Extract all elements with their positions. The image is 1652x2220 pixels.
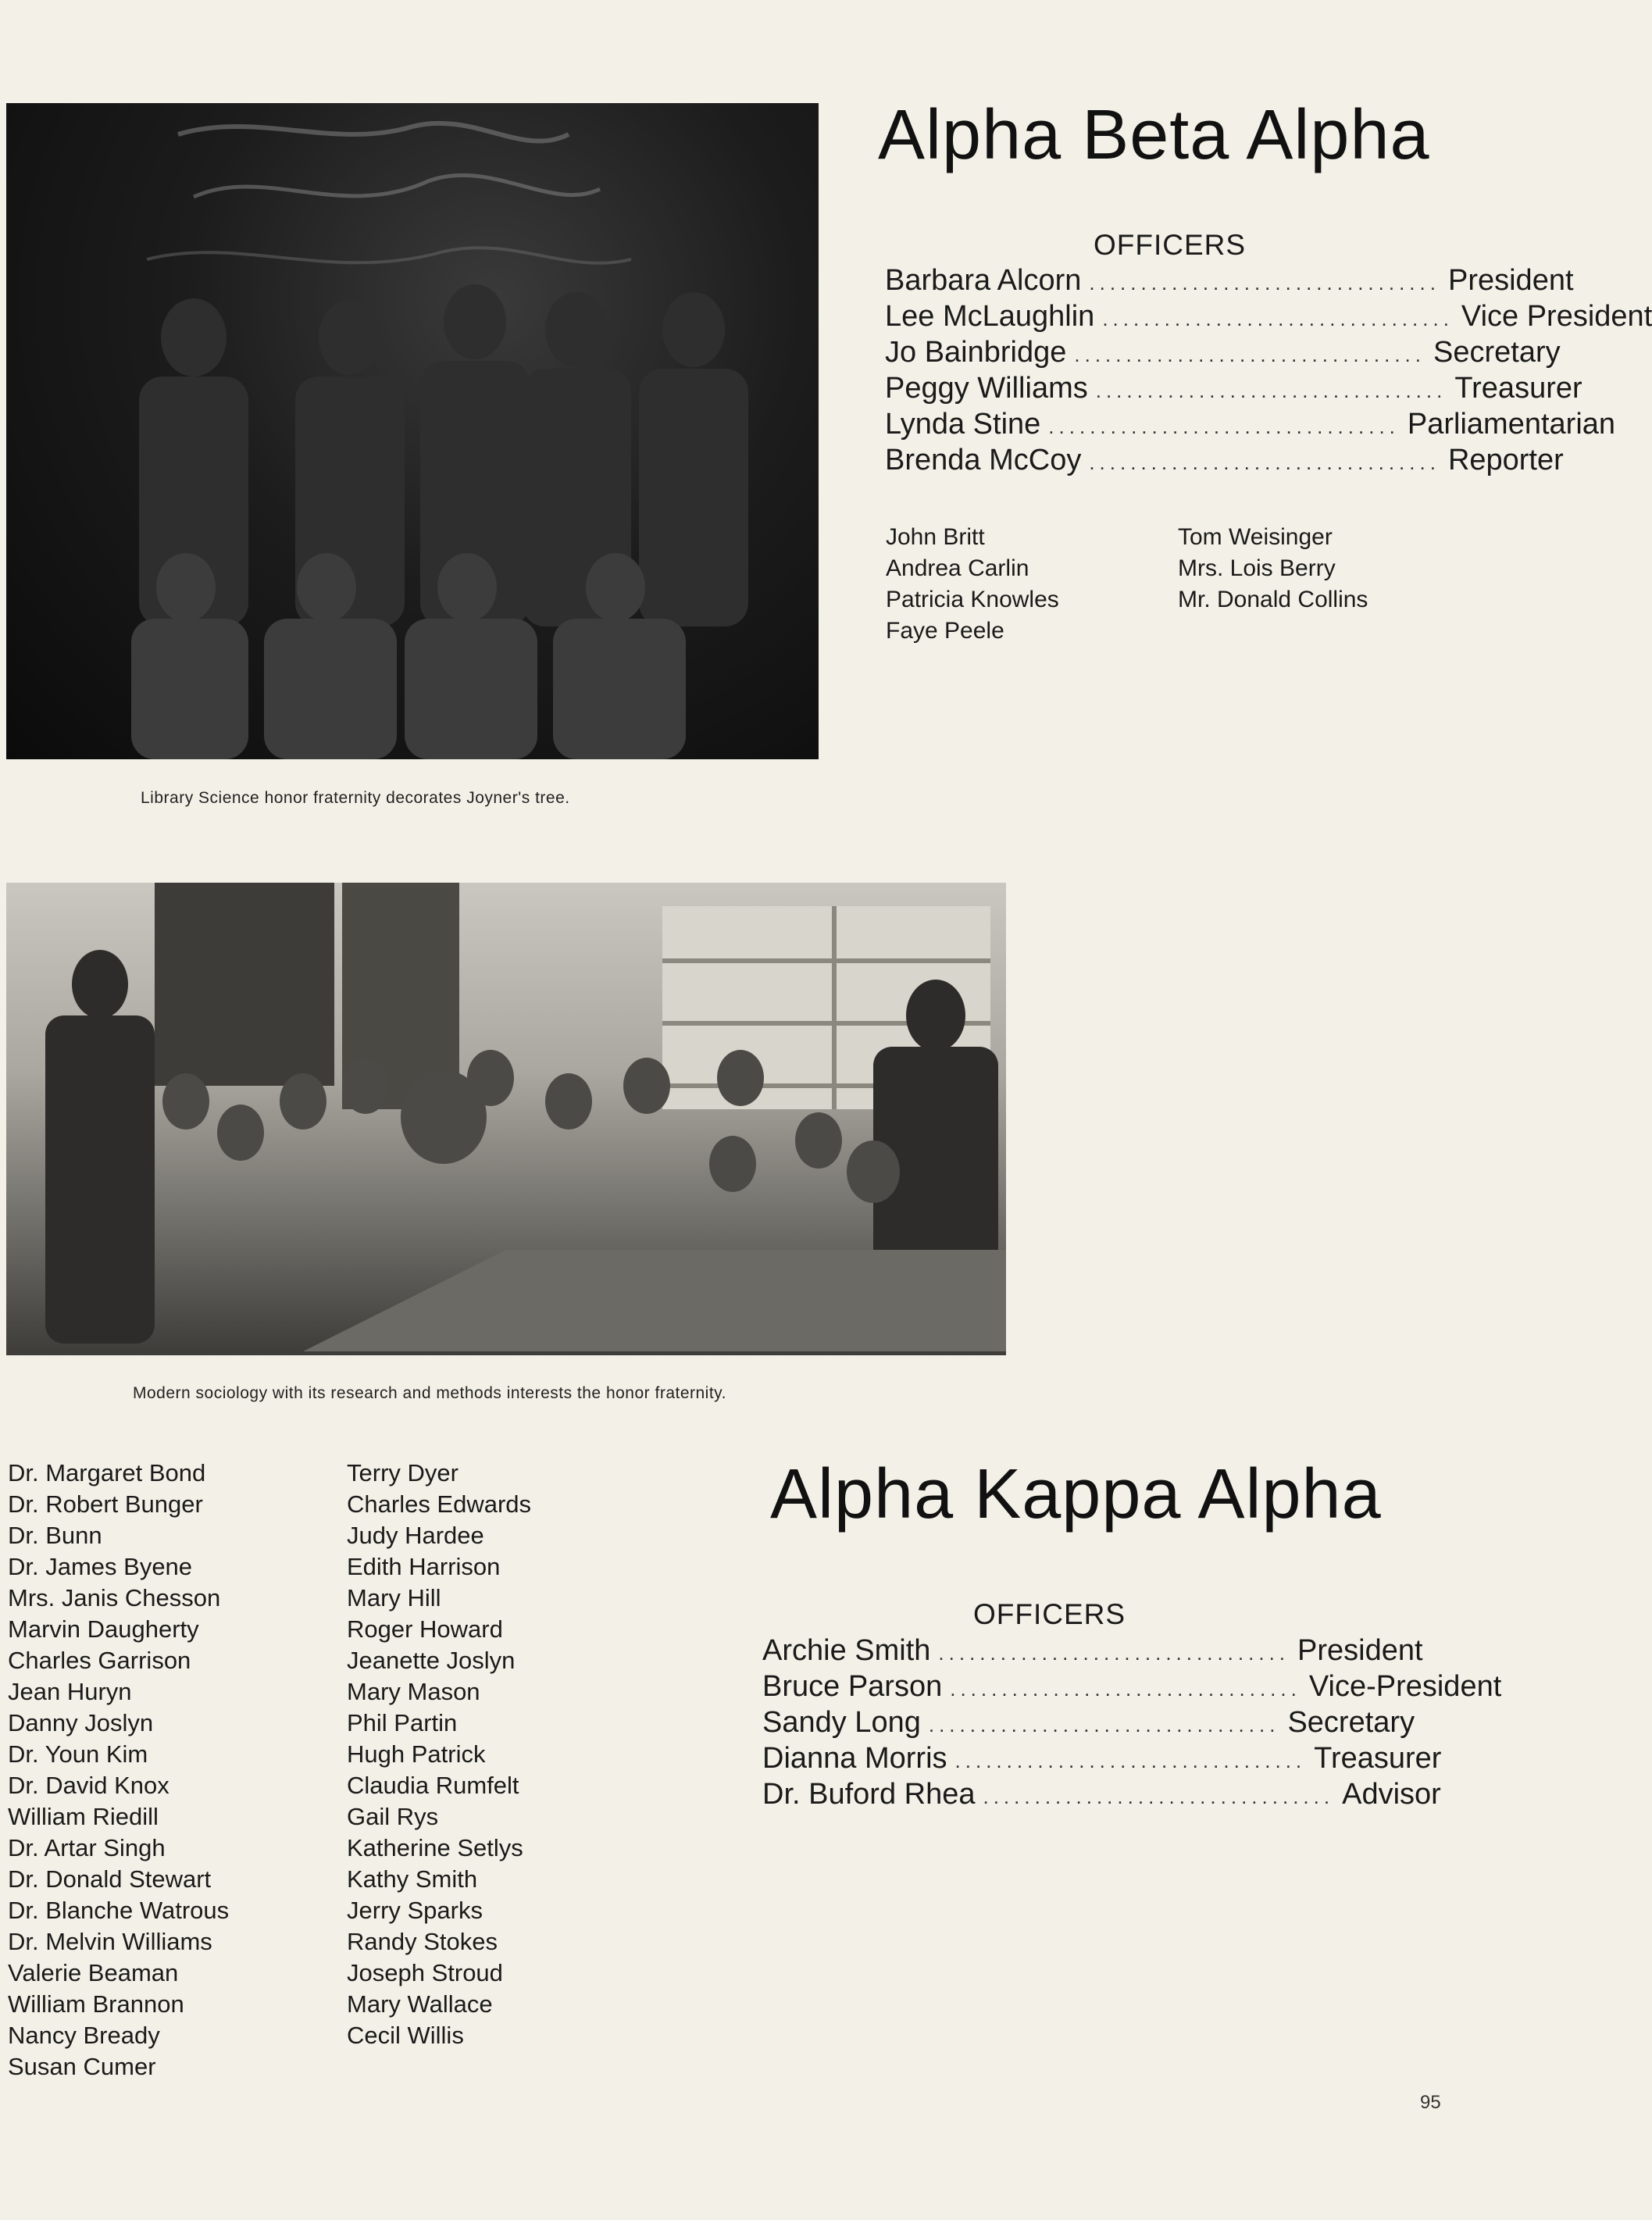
officer-role: Advisor bbox=[1342, 1778, 1441, 1811]
member-name: Hugh Patrick bbox=[347, 1740, 486, 1768]
member-name: Danny Joslyn bbox=[8, 1709, 154, 1736]
leader-dots: .................................. bbox=[950, 1677, 1301, 1701]
officers-list bbox=[885, 262, 1652, 478]
member-name: Valerie Beaman bbox=[8, 1959, 179, 1986]
leader-dots: .................................. bbox=[983, 1785, 1335, 1808]
member-name: Kathy Smith bbox=[347, 1865, 478, 1893]
photo-caption: Modern sociology with its research and methods interests the honor fraternity. bbox=[133, 1384, 726, 1402]
member-name: Terry Dyer bbox=[347, 1459, 458, 1487]
officer-role: Treasurer bbox=[1454, 372, 1582, 405]
leader-dots: .................................. bbox=[954, 1749, 1307, 1772]
members-list-col2 bbox=[347, 1458, 531, 2051]
member-name: Dr. Artar Singh bbox=[8, 1834, 166, 1861]
member-name: Gail Rys bbox=[347, 1803, 439, 1830]
member-name: Andrea Carlin bbox=[886, 555, 1029, 581]
officer-row bbox=[885, 334, 1561, 370]
member-name: Dr. Melvin Williams bbox=[8, 1928, 212, 1955]
leader-dots: .................................. bbox=[1089, 271, 1440, 294]
officer-name: Barbara Alcorn bbox=[885, 264, 1082, 297]
member-name: Joseph Stroud bbox=[347, 1959, 503, 1986]
member-name: Charles Edwards bbox=[347, 1490, 532, 1518]
officer-role: Vice President bbox=[1461, 300, 1652, 333]
member-name: Mary Mason bbox=[347, 1678, 480, 1705]
officer-row bbox=[885, 298, 1652, 334]
page-title: Alpha Beta Alpha bbox=[878, 96, 1430, 174]
member-name: Dr. David Knox bbox=[8, 1772, 169, 1799]
officer-row bbox=[885, 370, 1582, 406]
member-name: Nancy Bready bbox=[8, 2022, 160, 2049]
officers-heading: OFFICERS bbox=[1094, 229, 1247, 261]
officer-role: Treasurer bbox=[1314, 1742, 1442, 1775]
officer-name: Bruce Parson bbox=[762, 1670, 943, 1703]
officer-name: Peggy Williams bbox=[885, 372, 1088, 405]
page-number: 95 bbox=[1420, 2092, 1441, 2113]
officers-heading: OFFICERS bbox=[973, 1598, 1126, 1630]
member-name: Dr. Bunn bbox=[8, 1522, 102, 1549]
officer-row bbox=[885, 262, 1574, 298]
officer-name: Sandy Long bbox=[762, 1706, 921, 1739]
officer-role: President bbox=[1447, 264, 1574, 297]
officer-row bbox=[762, 1704, 1415, 1740]
member-name: Edith Harrison bbox=[347, 1553, 501, 1580]
member-name: Mrs. Lois Berry bbox=[1178, 555, 1336, 581]
photo-placeholder-icon bbox=[6, 103, 819, 759]
officer-row bbox=[762, 1740, 1442, 1776]
member-name: Mr. Donald Collins bbox=[1178, 587, 1368, 612]
member-name: Marvin Daugherty bbox=[8, 1615, 199, 1643]
member-name: Phil Partin bbox=[347, 1709, 458, 1736]
officer-name: Lynda Stine bbox=[885, 408, 1041, 441]
member-name: Mrs. Janis Chesson bbox=[8, 1584, 221, 1611]
member-name: William Riedill bbox=[8, 1803, 159, 1830]
member-name: Jean Huryn bbox=[8, 1678, 132, 1705]
member-name: Faye Peele bbox=[886, 618, 1004, 644]
officer-role: Parliamentarian bbox=[1407, 408, 1616, 441]
member-name: John Britt bbox=[886, 524, 985, 550]
member-name: Dr. Donald Stewart bbox=[8, 1865, 212, 1893]
section-title: Alpha Kappa Alpha bbox=[770, 1455, 1382, 1533]
member-name: Jeanette Joslyn bbox=[347, 1647, 516, 1674]
member-name: Claudia Rumfelt bbox=[347, 1772, 519, 1799]
members-list-col1 bbox=[886, 522, 1059, 647]
officer-name: Jo Bainbridge bbox=[885, 336, 1067, 369]
leader-dots: .................................. bbox=[938, 1641, 1290, 1665]
member-name: Dr. Youn Kim bbox=[8, 1740, 148, 1768]
leader-dots: .................................. bbox=[1102, 307, 1454, 330]
member-name: Mary Wallace bbox=[347, 1990, 493, 2018]
photo-placeholder-icon bbox=[6, 883, 1006, 1355]
member-name: Katherine Setlys bbox=[347, 1834, 523, 1861]
officers-list bbox=[762, 1633, 1502, 1812]
officer-role: Secretary bbox=[1433, 336, 1561, 369]
member-name: Dr. James Byene bbox=[8, 1553, 193, 1580]
officer-name: Archie Smith bbox=[762, 1634, 931, 1667]
group-photo-alpha-beta-alpha bbox=[6, 103, 819, 759]
member-name: Roger Howard bbox=[347, 1615, 503, 1643]
member-name: Dr. Blanche Watrous bbox=[8, 1897, 230, 1924]
member-name: Charles Garrison bbox=[8, 1647, 191, 1674]
member-name: Randy Stokes bbox=[347, 1928, 498, 1955]
leader-dots: .................................. bbox=[1095, 379, 1447, 402]
member-name: Patricia Knowles bbox=[886, 587, 1059, 612]
officer-role: Reporter bbox=[1447, 444, 1564, 476]
officer-name: Brenda McCoy bbox=[885, 444, 1082, 476]
member-name: Jerry Sparks bbox=[347, 1897, 483, 1924]
photo-caption: Library Science honor fraternity decorates Joyner's tree. bbox=[141, 789, 570, 807]
officer-row bbox=[885, 442, 1564, 478]
officer-name: Dianna Morris bbox=[762, 1742, 947, 1775]
leader-dots: .................................. bbox=[1089, 451, 1440, 474]
group-photo-alpha-kappa-alpha bbox=[6, 883, 1006, 1355]
member-name: Judy Hardee bbox=[347, 1522, 484, 1549]
officer-name: Lee McLaughlin bbox=[885, 300, 1095, 333]
officer-row bbox=[762, 1669, 1502, 1704]
officer-row bbox=[885, 406, 1616, 442]
officer-role: Secretary bbox=[1287, 1706, 1415, 1739]
leader-dots: .................................. bbox=[928, 1713, 1280, 1736]
member-name: Susan Cumer bbox=[8, 2053, 156, 2080]
officer-role: President bbox=[1297, 1634, 1423, 1667]
leader-dots: .................................. bbox=[1074, 343, 1425, 366]
member-name: Tom Weisinger bbox=[1178, 524, 1333, 550]
officer-row bbox=[762, 1776, 1441, 1812]
officer-name: Dr. Buford Rhea bbox=[762, 1778, 976, 1811]
member-name: Cecil Willis bbox=[347, 2022, 464, 2049]
member-name: Dr. Robert Bunger bbox=[8, 1490, 203, 1518]
leader-dots: .................................. bbox=[1048, 415, 1400, 438]
member-name: William Brannon bbox=[8, 1990, 184, 2018]
member-name: Dr. Margaret Bond bbox=[8, 1459, 206, 1487]
officer-role: Vice-President bbox=[1308, 1670, 1502, 1703]
officer-row bbox=[762, 1633, 1423, 1669]
members-list-col1 bbox=[8, 1458, 229, 2083]
member-name: Mary Hill bbox=[347, 1584, 441, 1611]
members-list-col2 bbox=[1178, 522, 1368, 616]
